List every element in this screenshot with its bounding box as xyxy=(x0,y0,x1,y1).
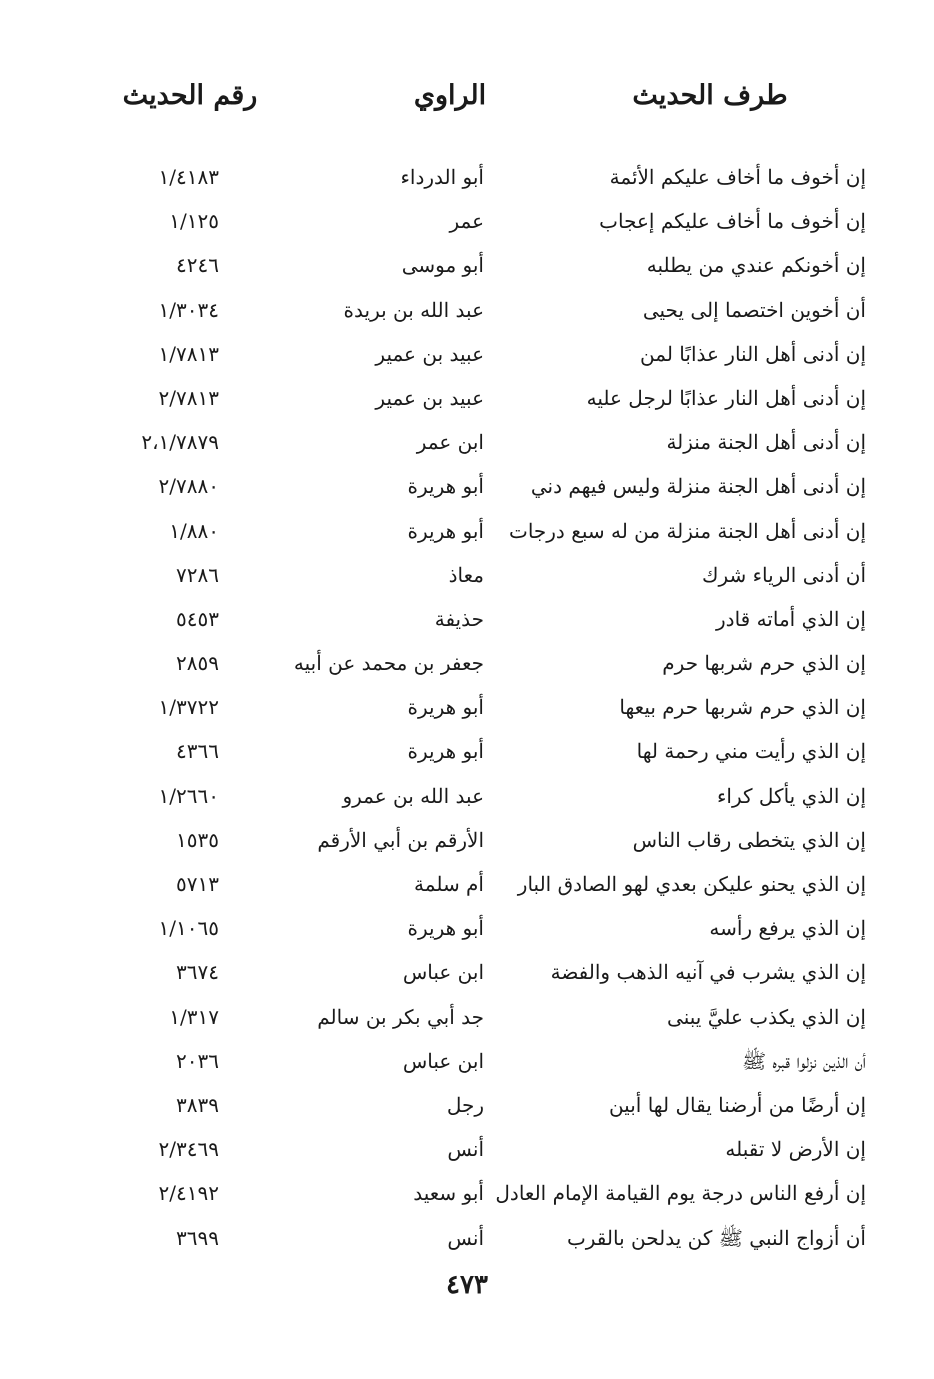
hadith-opening: إن أدنى أهل النار عذابًا لمن xyxy=(640,341,866,366)
narrator-name: جد أبي بكر بن سالم xyxy=(317,1004,484,1029)
hadith-number: ٤٢٤٦ xyxy=(176,253,219,278)
hadith-opening: أن الذين نزلوا قبره ﷺ xyxy=(741,1048,866,1073)
hadith-number: ١/١٠٦٥ xyxy=(158,916,219,941)
narrator-name: أبو هريرة xyxy=(407,739,484,764)
hadith-opening: إن أرفع الناس درجة يوم القيامة الإمام العادل xyxy=(495,1181,866,1206)
hadith-opening: إن الذي يحنو عليكن بعدي لهو الصادق البار xyxy=(517,872,866,896)
hadith-opening: إن الذي يتخطى رقاب الناس xyxy=(632,827,866,852)
table-row xyxy=(0,376,934,420)
hadith-number: ٥٧١٣ xyxy=(176,872,219,896)
hadith-opening: إن الذي يكذب عليَّ يبنى xyxy=(667,1004,866,1029)
table-row xyxy=(0,862,934,906)
column-header-hadith: طرف الحديث xyxy=(632,80,788,111)
table-row xyxy=(0,243,934,287)
table-row xyxy=(0,288,934,332)
narrator-name: أبو هريرة xyxy=(407,916,484,941)
hadith-number: ١/٣١٧ xyxy=(169,1004,219,1029)
hadith-opening: إن أخوف ما أخاف عليكم إعجاب xyxy=(599,209,866,234)
table-row xyxy=(0,464,934,508)
hadith-opening: إن الذي حرم شربها حرم xyxy=(662,651,866,676)
hadith-number: ٢،١/٧٨٧٩ xyxy=(141,430,219,455)
narrator-name: أنس xyxy=(447,1137,484,1162)
table-row xyxy=(0,818,934,862)
narrator-name: أبو هريرة xyxy=(407,695,484,720)
hadith-opening: إن أدنى أهل الجنة منزلة xyxy=(666,430,866,455)
narrator-name: ابن عباس xyxy=(402,1048,484,1073)
table-row xyxy=(0,950,934,994)
hadith-opening: إن الذي أماته قادر xyxy=(716,606,866,631)
hadith-opening: أن أزواج النبي ﷺ كن يدلحن بالقرب xyxy=(566,1225,866,1250)
hadith-number: ٣٦٧٤ xyxy=(176,960,219,985)
hadith-opening: إن الأرض لا تقبله xyxy=(725,1137,866,1162)
hadith-number: ٢/٧٨١٣ xyxy=(158,385,219,410)
narrator-name: أبو موسى xyxy=(401,253,484,278)
hadith-number: ٢٨٥٩ xyxy=(176,651,219,676)
hadith-number: ١/٢٦٦٠ xyxy=(158,783,219,808)
hadith-number: ١/٧٨١٣ xyxy=(158,341,219,366)
table-row xyxy=(0,155,934,199)
hadith-number: ٢/٣٤٦٩ xyxy=(158,1137,219,1162)
hadith-number: ٢/٤١٩٢ xyxy=(158,1181,219,1206)
table-row xyxy=(0,1216,934,1260)
narrator-name: عمر xyxy=(449,209,484,234)
narrator-name: حذيفة xyxy=(434,606,484,631)
column-header-narrator: الراوي xyxy=(413,80,487,111)
page-number: ٤٧٣ xyxy=(446,1270,488,1300)
table-row xyxy=(0,420,934,464)
narrator-name: أم سلمة xyxy=(414,872,484,896)
narrator-name: معاذ xyxy=(448,562,484,587)
hadith-number: ١٥٣٥ xyxy=(176,827,219,852)
table-row xyxy=(0,199,934,243)
narrator-name: عبد الله بن عمرو xyxy=(342,783,484,808)
narrator-name: ابن عباس xyxy=(402,960,484,985)
hadith-opening: إن أدنى أهل النار عذابًا لرجل عليه xyxy=(586,385,866,410)
narrator-name: أبو الدرداء xyxy=(400,165,484,189)
table-row xyxy=(0,553,934,597)
hadith-number: ٥٤٥٣ xyxy=(176,606,219,631)
column-header-number: رقم الحديث xyxy=(122,80,258,111)
hadith-number: ٢٠٣٦ xyxy=(176,1048,219,1073)
hadith-number: ١/٨٨٠ xyxy=(169,518,219,543)
table-row xyxy=(0,1171,934,1215)
table-row xyxy=(0,906,934,950)
table-row xyxy=(0,1127,934,1171)
hadith-opening: إن أخوف ما أخاف عليكم الأئمة xyxy=(609,165,866,189)
table-row xyxy=(0,774,934,818)
hadith-opening: إن الذي حرم شربها حرم بيعها xyxy=(619,695,866,720)
narrator-name: الأرقم بن أبي الأرقم xyxy=(317,827,484,852)
hadith-number: ٧٢٨٦ xyxy=(176,562,219,587)
hadith-number: ٢/٧٨٨٠ xyxy=(158,474,219,499)
table-row xyxy=(0,509,934,553)
hadith-opening: إن الذي يشرب في آنيه الذهب والفضة xyxy=(550,960,866,985)
table-row xyxy=(0,332,934,376)
hadith-number: ١/٤١٨٣ xyxy=(158,165,219,189)
table-row xyxy=(0,1083,934,1127)
table-row xyxy=(0,729,934,773)
hadith-opening: أن أخوين اختصما إلى يحيى xyxy=(642,297,866,322)
narrator-name: ابن عمر xyxy=(416,430,484,455)
table-header xyxy=(0,80,934,124)
hadith-opening: أن أدنى الرياء شرك xyxy=(701,562,866,587)
hadith-opening: إن الذي يأكل كراء xyxy=(717,783,866,808)
table-row xyxy=(0,685,934,729)
hadith-opening: إن أرضًا من أرضنا يقال لها أبين xyxy=(608,1092,866,1117)
narrator-name: أبو هريرة xyxy=(407,474,484,499)
hadith-opening: إن الذي يرفع رأسه xyxy=(709,916,866,941)
table-row xyxy=(0,641,934,685)
hadith-number: ١/١٢٥ xyxy=(169,209,219,234)
table-row xyxy=(0,995,934,1039)
narrator-name: أبو هريرة xyxy=(407,518,484,543)
hadith-opening: إن أدنى أهل الجنة منزلة من له سبع درجات xyxy=(508,518,866,543)
hadith-opening: إن الذي رأيت مني رحمة لها xyxy=(636,739,866,764)
hadith-number: ١/٣٠٣٤ xyxy=(158,297,219,322)
hadith-opening: إن أدنى أهل الجنة منزلة وليس فيهم دني xyxy=(530,474,866,499)
hadith-opening: إن أخونكم عندي من يطلبه xyxy=(646,253,866,278)
narrator-name: رجل xyxy=(446,1092,484,1117)
table-row xyxy=(0,1039,934,1083)
narrator-name: عبد الله بن بريدة xyxy=(343,297,484,322)
narrator-name: عبيد بن عمير xyxy=(375,385,484,410)
table-row xyxy=(0,597,934,641)
narrator-name: جعفر بن محمد عن أبيه xyxy=(293,651,484,676)
narrator-name: أبو سعيد xyxy=(413,1181,484,1206)
hadith-number: ١/٣٧٢٢ xyxy=(158,695,219,720)
hadith-number: ٣٦٩٩ xyxy=(176,1225,219,1250)
narrator-name: أنس xyxy=(447,1225,484,1250)
hadith-number: ٣٨٣٩ xyxy=(176,1092,219,1117)
index-table xyxy=(0,155,934,1260)
narrator-name: عبيد بن عمير xyxy=(375,341,484,366)
hadith-number: ٤٣٦٦ xyxy=(176,739,219,764)
